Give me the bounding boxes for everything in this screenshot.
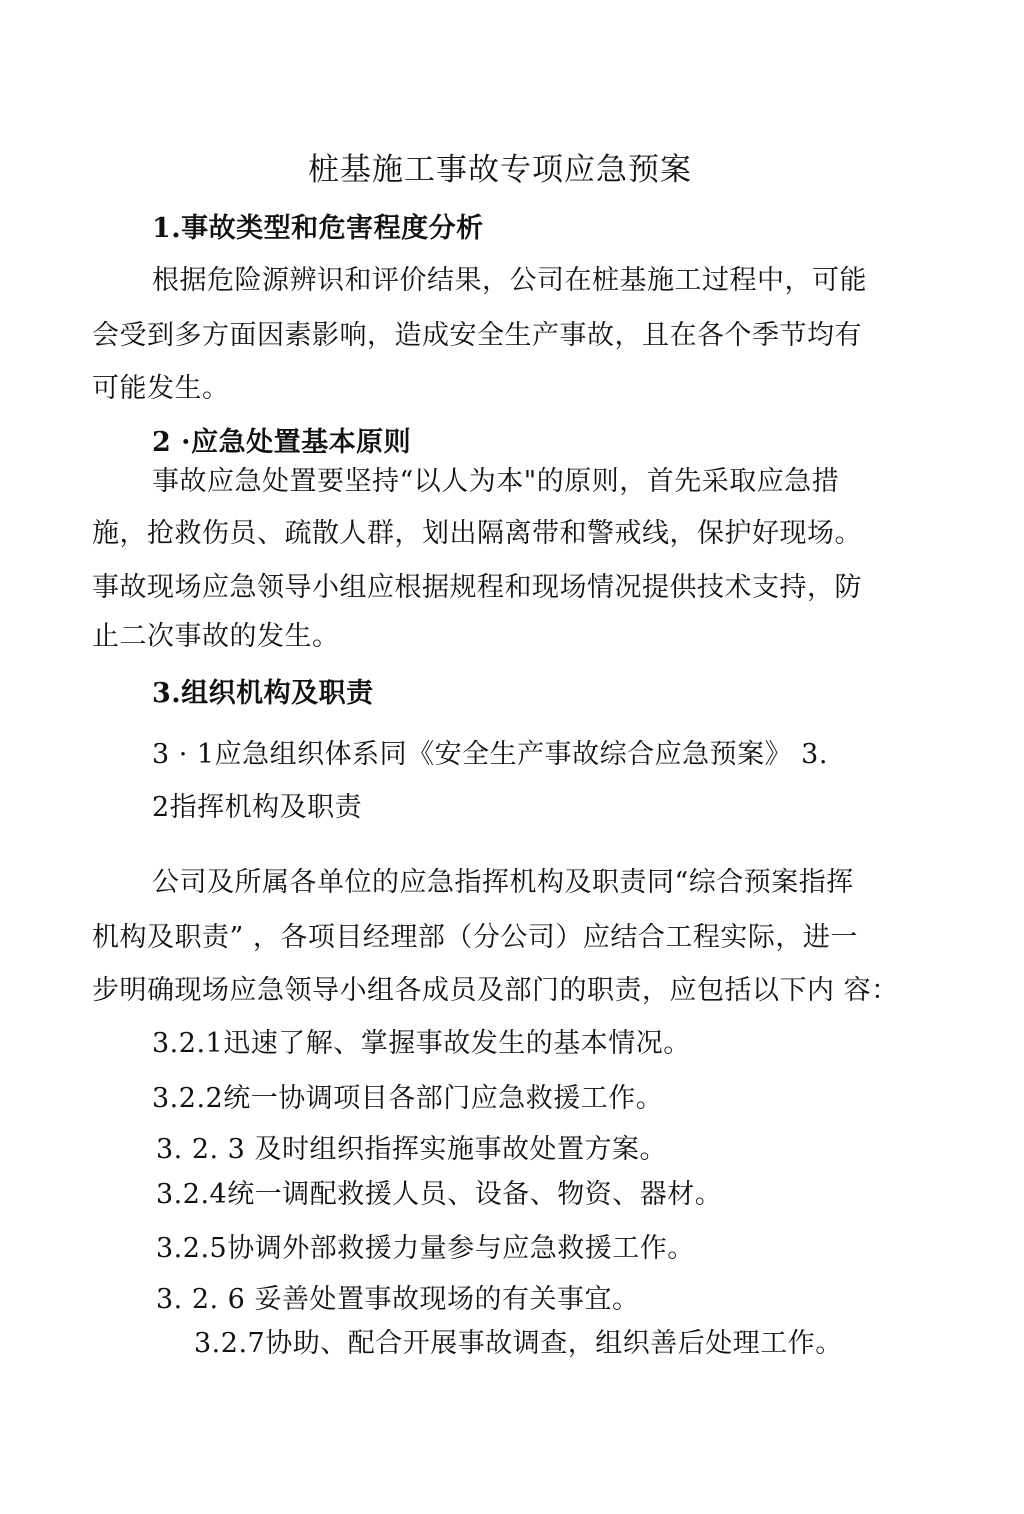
list-item-3-2-1: 3.2.1迅速了解、掌握事故发生的基本情况。 xyxy=(152,1028,691,1059)
section-3-para-line-3: 步明确现场应急领导小组各成员及部门的职责，应包括以下内 容： xyxy=(92,975,899,1006)
document-title: 桩基施工事故专项应急预案 xyxy=(308,152,692,188)
list-item-3-2-7: 3.2.7协助、配合开展事故调查，组织善后处理工作。 xyxy=(194,1328,843,1359)
section-3-sub-line-2: 2指挥机构及职责 xyxy=(152,792,363,823)
section-3-para-line-1: 公司及所属各单位的应急指挥机构及职责同“综合预案指挥 xyxy=(152,867,854,898)
section-1-line-2: 会受到多方面因素影响，造成安全生产事故，且在各个季节均有 xyxy=(92,320,862,351)
section-2-line-2: 施，抢救伤员、疏散人群，划出隔离带和警戒线，保护好现场。 xyxy=(92,518,862,549)
list-item-3-2-4: 3.2.4统一调配救援人员、设备、物资、器材。 xyxy=(156,1179,723,1210)
section-1-line-3: 可能发生。 xyxy=(92,373,230,404)
list-item-3-2-5: 3.2.5协调外部救援力量参与应急救援工作。 xyxy=(156,1233,695,1264)
section-2-heading: 2 ·应急处置基本原则 xyxy=(152,427,412,458)
section-3-para-line-2: 机构及职责” ，各项目经理部（分公司）应结合工程实际，进一 xyxy=(92,922,858,953)
section-1-line-1: 根据危险源辨识和评价结果，公司在桩基施工过程中，可能 xyxy=(152,265,867,296)
section-3-sub-line-1: 3 · 1应急组织体系同《安全生产事故综合应急预案》 3. xyxy=(152,739,828,770)
section-1-heading: 1.事故类型和危害程度分析 xyxy=(152,213,484,244)
section-2-line-3: 事故现场应急领导小组应根据规程和现场情况提供技术支持，防 xyxy=(92,572,862,603)
list-item-3-2-2: 3.2.2统一协调项目各部门应急救援工作。 xyxy=(152,1083,664,1114)
list-item-3-2-6: 3. 2. 6 妥善处置事故现场的有关事宜。 xyxy=(156,1284,640,1315)
section-3-heading: 3.组织机构及职责 xyxy=(152,678,374,709)
list-item-3-2-3: 3. 2. 3 及时组织指挥实施事故处置方案。 xyxy=(156,1134,667,1165)
section-2-line-4: 止二次事故的发生。 xyxy=(92,621,340,652)
section-2-line-1: 事故应急处置要坚持“以人为本"的原则，首先采取应急措 xyxy=(152,466,840,497)
